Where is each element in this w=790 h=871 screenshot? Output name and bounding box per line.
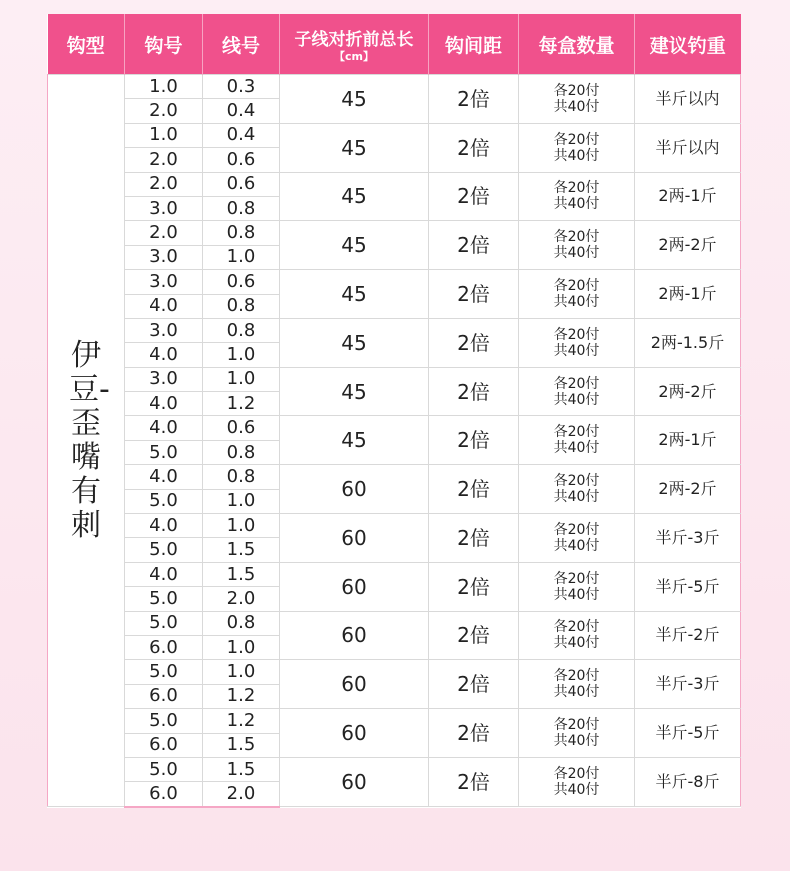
length-cell: 60 — [280, 611, 429, 660]
line-size-cell: 0.6 — [203, 270, 280, 294]
hook-size-cell: 1.0 — [125, 75, 203, 99]
length-cell: 45 — [280, 367, 429, 416]
hook-type-cell — [48, 75, 125, 807]
table-row — [48, 318, 741, 342]
line-size-cell: 1.2 — [203, 709, 280, 733]
hook-size-cell: 2.0 — [125, 172, 203, 196]
hook-size-cell: 5.0 — [125, 538, 203, 562]
spacing-cell: 2倍 — [429, 318, 519, 367]
box-qty-each: 各20付 — [553, 473, 600, 490]
table-row — [48, 75, 741, 99]
line-size-cell: 0.8 — [203, 294, 280, 318]
table-row — [48, 221, 741, 245]
box-qty-each: 各20付 — [553, 619, 600, 636]
box-qty-each: 各20付 — [553, 766, 600, 783]
box-qty-cell — [519, 660, 635, 709]
line-size-cell: 1.0 — [203, 245, 280, 269]
table-row — [48, 270, 741, 294]
weight-cell: 2两-1斤 — [635, 270, 741, 319]
line-size-cell: 1.5 — [203, 562, 280, 586]
length-cell: 60 — [280, 514, 429, 563]
header-length-unit: 【cm】 — [334, 49, 374, 63]
box-qty-cell — [519, 367, 635, 416]
length-cell: 45 — [280, 221, 429, 270]
length-cell: 45 — [280, 416, 429, 465]
table-row — [48, 757, 741, 781]
box-qty-each: 各20付 — [553, 229, 600, 246]
box-qty-cell — [519, 611, 635, 660]
line-size-cell: 0.6 — [203, 416, 280, 440]
hook-size-cell: 5.0 — [125, 709, 203, 733]
hook-size-cell: 2.0 — [125, 221, 203, 245]
box-qty-total: 共40付 — [553, 733, 600, 750]
box-qty-total: 共40付 — [553, 391, 600, 408]
weight-cell: 2两-2斤 — [635, 221, 741, 270]
box-qty-each: 各20付 — [553, 424, 600, 441]
spacing-cell: 2倍 — [429, 660, 519, 709]
box-qty-total: 共40付 — [553, 586, 600, 603]
hook-size-cell: 3.0 — [125, 245, 203, 269]
line-size-cell: 0.8 — [203, 196, 280, 220]
spacing-cell: 2倍 — [429, 709, 519, 758]
weight-cell: 半斤-3斤 — [635, 514, 741, 563]
line-size-cell: 0.6 — [203, 172, 280, 196]
weight-cell: 半斤-5斤 — [635, 709, 741, 758]
line-size-cell: 0.8 — [203, 221, 280, 245]
box-qty-cell — [519, 123, 635, 172]
length-cell: 45 — [280, 172, 429, 221]
line-size-cell: 1.0 — [203, 660, 280, 684]
line-size-cell: 0.8 — [203, 318, 280, 342]
box-qty-each: 各20付 — [553, 521, 600, 538]
box-qty-total: 共40付 — [553, 537, 600, 554]
hook-size-cell: 4.0 — [125, 465, 203, 489]
box-qty-each: 各20付 — [553, 82, 600, 99]
box-qty-each: 各20付 — [553, 180, 600, 197]
hook-spec-table — [47, 14, 741, 808]
hook-size-cell: 5.0 — [125, 587, 203, 611]
hook-size-cell: 1.0 — [125, 123, 203, 147]
length-cell: 60 — [280, 660, 429, 709]
box-qty-total: 共40付 — [553, 98, 600, 115]
weight-cell: 半斤以内 — [635, 75, 741, 124]
weight-cell: 2两-2斤 — [635, 367, 741, 416]
length-cell: 45 — [280, 75, 429, 124]
hook-size-cell: 3.0 — [125, 318, 203, 342]
spacing-cell: 2倍 — [429, 123, 519, 172]
box-qty-each: 各20付 — [553, 570, 600, 587]
spacing-cell: 2倍 — [429, 562, 519, 611]
box-qty-cell — [519, 709, 635, 758]
hook-size-cell: 6.0 — [125, 684, 203, 708]
spacing-cell: 2倍 — [429, 367, 519, 416]
box-qty-cell — [519, 416, 635, 465]
weight-cell: 半斤-8斤 — [635, 757, 741, 806]
line-size-cell: 1.5 — [203, 757, 280, 781]
hook-size-cell: 5.0 — [125, 757, 203, 781]
header-box-qty: 每盒数量 — [519, 14, 635, 75]
hook-size-cell: 6.0 — [125, 733, 203, 757]
table-row — [48, 660, 741, 684]
box-qty-each: 各20付 — [553, 131, 600, 148]
line-size-cell: 0.8 — [203, 440, 280, 464]
box-qty-cell — [519, 75, 635, 124]
header-weight: 建议钓重 — [635, 14, 741, 75]
line-size-cell: 1.0 — [203, 343, 280, 367]
hook-size-cell: 3.0 — [125, 270, 203, 294]
hook-size-cell: 5.0 — [125, 489, 203, 513]
hook-size-cell: 4.0 — [125, 416, 203, 440]
line-size-cell: 0.4 — [203, 123, 280, 147]
weight-cell: 2两-2斤 — [635, 465, 741, 514]
hook-size-cell: 6.0 — [125, 782, 203, 807]
spacing-cell: 2倍 — [429, 172, 519, 221]
line-size-cell: 0.8 — [203, 465, 280, 489]
spec-table-container — [47, 14, 740, 808]
hook-size-cell: 2.0 — [125, 99, 203, 123]
table-row — [48, 562, 741, 586]
box-qty-total: 共40付 — [553, 489, 600, 506]
box-qty-each: 各20付 — [553, 717, 600, 734]
spacing-cell: 2倍 — [429, 75, 519, 124]
table-row — [48, 611, 741, 635]
table-body — [48, 75, 741, 807]
weight-cell: 半斤-5斤 — [635, 562, 741, 611]
header-length-label: 子线对折前总长 — [294, 29, 414, 50]
box-qty-cell — [519, 514, 635, 563]
table-row — [48, 709, 741, 733]
length-cell: 60 — [280, 709, 429, 758]
box-qty-total: 共40付 — [553, 294, 600, 311]
weight-cell: 半斤-2斤 — [635, 611, 741, 660]
box-qty-cell — [519, 465, 635, 514]
box-qty-each: 各20付 — [553, 375, 600, 392]
box-qty-total: 共40付 — [553, 782, 600, 799]
spacing-cell: 2倍 — [429, 221, 519, 270]
line-size-cell: 1.0 — [203, 635, 280, 659]
hook-type-label: 伊豆-歪嘴有刺 — [69, 337, 110, 543]
line-size-cell: 0.8 — [203, 611, 280, 635]
box-qty-total: 共40付 — [553, 245, 600, 262]
line-size-cell: 1.2 — [203, 392, 280, 416]
table-row — [48, 123, 741, 147]
header-hook-type: 钩型 — [48, 14, 125, 75]
line-size-cell: 0.4 — [203, 99, 280, 123]
box-qty-cell — [519, 757, 635, 806]
box-qty-total: 共40付 — [553, 342, 600, 359]
box-qty-each: 各20付 — [553, 278, 600, 295]
box-qty-total: 共40付 — [553, 440, 600, 457]
hook-size-cell: 4.0 — [125, 392, 203, 416]
box-qty-each: 各20付 — [553, 326, 600, 343]
weight-cell: 2两-1斤 — [635, 172, 741, 221]
spacing-cell: 2倍 — [429, 416, 519, 465]
header-row — [48, 14, 741, 75]
box-qty-cell — [519, 270, 635, 319]
spacing-cell: 2倍 — [429, 514, 519, 563]
box-qty-total: 共40付 — [553, 684, 600, 701]
weight-cell: 半斤以内 — [635, 123, 741, 172]
hook-size-cell: 5.0 — [125, 611, 203, 635]
hook-size-cell: 5.0 — [125, 440, 203, 464]
hook-size-cell: 3.0 — [125, 196, 203, 220]
length-cell: 60 — [280, 562, 429, 611]
box-qty-cell — [519, 172, 635, 221]
length-cell: 45 — [280, 123, 429, 172]
line-size-cell: 0.3 — [203, 75, 280, 99]
hook-size-cell: 2.0 — [125, 148, 203, 172]
line-size-cell: 1.5 — [203, 538, 280, 562]
spacing-cell: 2倍 — [429, 465, 519, 514]
header-spacing: 钩间距 — [429, 14, 519, 75]
length-cell: 60 — [280, 757, 429, 806]
weight-cell: 半斤-3斤 — [635, 660, 741, 709]
table-row — [48, 465, 741, 489]
spacing-cell: 2倍 — [429, 270, 519, 319]
spacing-cell: 2倍 — [429, 757, 519, 806]
line-size-cell: 1.2 — [203, 684, 280, 708]
line-size-cell: 1.0 — [203, 367, 280, 391]
line-size-cell: 1.0 — [203, 489, 280, 513]
length-cell: 60 — [280, 465, 429, 514]
weight-cell: 2两-1斤 — [635, 416, 741, 465]
box-qty-each: 各20付 — [553, 668, 600, 685]
spacing-cell: 2倍 — [429, 611, 519, 660]
box-qty-cell — [519, 562, 635, 611]
hook-size-cell: 4.0 — [125, 562, 203, 586]
box-qty-total: 共40付 — [553, 196, 600, 213]
weight-cell: 2两-1.5斤 — [635, 318, 741, 367]
line-size-cell: 0.6 — [203, 148, 280, 172]
hook-size-cell: 6.0 — [125, 635, 203, 659]
line-size-cell: 2.0 — [203, 587, 280, 611]
length-cell: 45 — [280, 270, 429, 319]
length-cell: 45 — [280, 318, 429, 367]
header-line-size: 线号 — [203, 14, 280, 75]
box-qty-cell — [519, 318, 635, 367]
header-length — [280, 14, 429, 75]
line-size-cell: 2.0 — [203, 782, 280, 807]
table-row — [48, 514, 741, 538]
box-qty-total: 共40付 — [553, 147, 600, 164]
table-row — [48, 172, 741, 196]
box-qty-total: 共40付 — [553, 635, 600, 652]
hook-size-cell: 4.0 — [125, 294, 203, 318]
hook-size-cell: 5.0 — [125, 660, 203, 684]
table-row — [48, 416, 741, 440]
table-row — [48, 367, 741, 391]
hook-size-cell: 4.0 — [125, 343, 203, 367]
line-size-cell: 1.5 — [203, 733, 280, 757]
header-hook-size: 钩号 — [125, 14, 203, 75]
hook-size-cell: 4.0 — [125, 514, 203, 538]
box-qty-cell — [519, 221, 635, 270]
line-size-cell: 1.0 — [203, 514, 280, 538]
hook-size-cell: 3.0 — [125, 367, 203, 391]
